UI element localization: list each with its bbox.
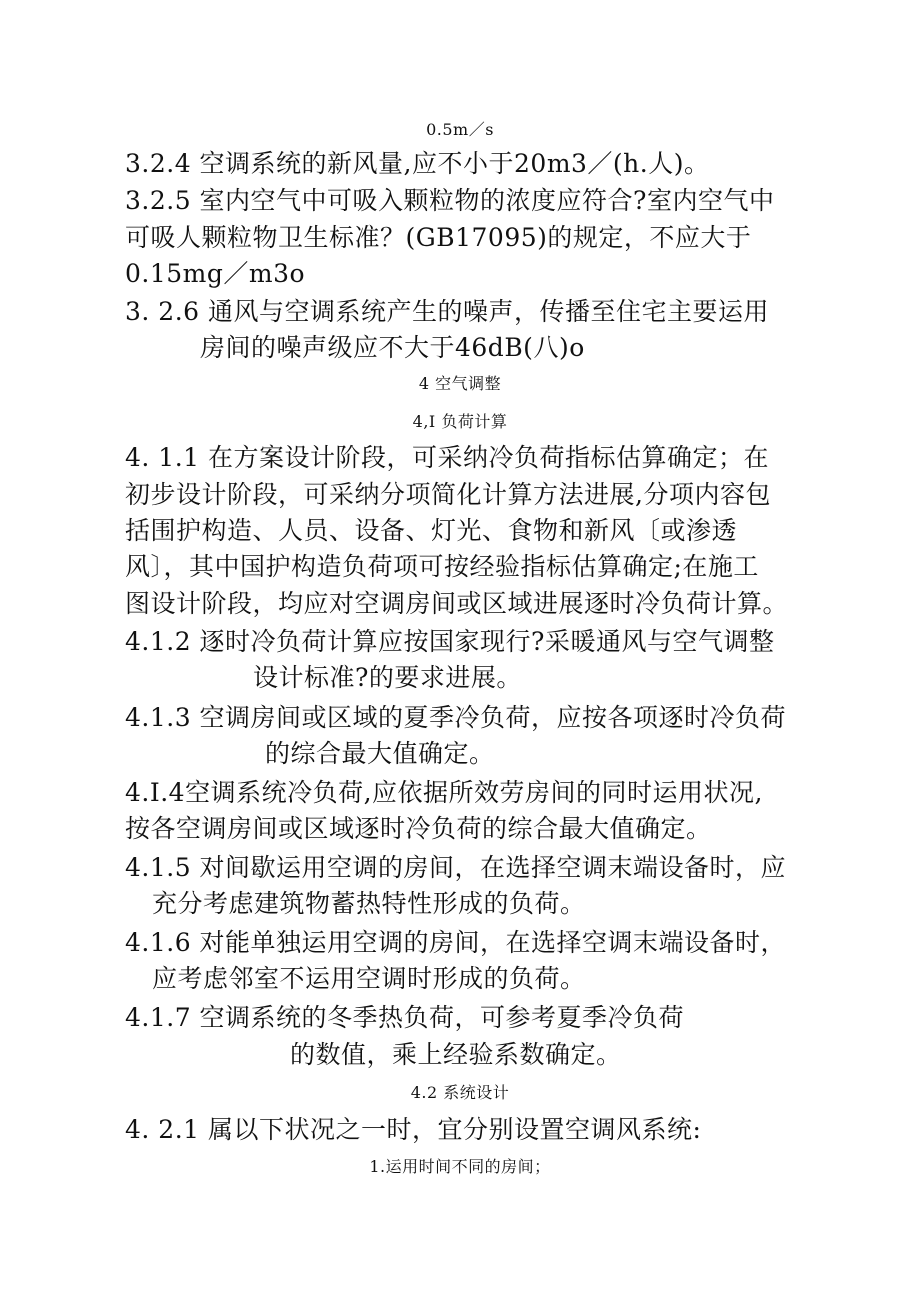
clause-4-1-2: 4.1.2 逐时冷负荷计算应按国家现行?采暖通风与空气调整 — [125, 627, 775, 656]
clause-4-1-1: 4. 1.1 在方案设计阶段，可采纳冷负荷指标估算确定；在 — [125, 443, 770, 472]
text-line: 设计标准?的要求进展。 — [253, 663, 522, 692]
text-line: 按各空调房间或区域逐时冷负荷的综合最大值确定。 — [125, 814, 712, 843]
text-line: 的数值，乘上经验系数确定。 — [290, 1040, 622, 1069]
text-line: 0.5m／s — [426, 120, 494, 139]
clause-4-1-6: 4.1.6 对能单独运用空调的房间，在选择空调末端设备时， — [125, 928, 787, 957]
text-line: 图设计阶段，均应对空调房间或区域进展逐时冷负荷计算。 — [125, 589, 789, 618]
clause-4-2-1: 4. 2.1 属以下状况之一时，宜分别设置空调风系统: — [125, 1115, 702, 1144]
section-heading-4: 4 空气调整 — [418, 374, 502, 393]
text-line: 风〕，其中国护构造负荷项可按经验指标估算确定;在施工 — [125, 552, 759, 581]
clause-3-2-4: 3.2.4 空调系统的新风量,应不小于20m3／(h.人)。 — [125, 149, 710, 178]
subsection-heading-4-2: 4.2 系统设计 — [410, 1083, 510, 1102]
clause-4-1-7: 4.1.7 空调系统的冬季热负荷，可参考夏季冷负荷 — [125, 1003, 685, 1032]
list-item-1: 1.运用时间不同的房间； — [369, 1157, 551, 1176]
text-line: 括围护构造、人员、设备、灯光、食物和新风〔或渗透 — [125, 516, 738, 545]
clause-4-1-3: 4.1.3 空调房间或区域的夏季冷负荷，应按各项逐时冷负荷 — [125, 703, 787, 732]
text-line: 应考虑邻室不运用空调时形成的负荷。 — [152, 964, 586, 993]
text-line: 房间的噪声级应不大于46dB(八)o — [200, 333, 585, 362]
text-line: 初步设计阶段，可采纳分项简化计算方法进展,分项内容包 — [125, 480, 771, 509]
text-line: 可吸人颗粒物卫生标准？(GB17095)的规定，不应大于 — [125, 223, 752, 252]
text-line: 的综合最大值确定。 — [265, 739, 495, 768]
text-line: 0.15mg／m3o — [125, 259, 306, 288]
clause-4-1-4: 4.I.4空调系统冷负荷,应依据所效劳房间的同时运用状况, — [125, 778, 763, 807]
text-line: 充分考虑建筑物蓄热特性形成的负荷。 — [152, 889, 586, 918]
clause-4-1-5: 4.1.5 对间歇运用空调的房间，在选择空调末端设备时，应 — [125, 853, 787, 882]
clause-3-2-5: 3.2.5 室内空气中可吸入颗粒物的浓度应符合?室内空气中 — [125, 186, 775, 215]
subsection-heading-4-1: 4,I 负荷计算 — [412, 412, 508, 431]
clause-3-2-6: 3. 2.6 通风与空调系统产生的噪声，传播至住宅主要运用 — [125, 297, 770, 326]
